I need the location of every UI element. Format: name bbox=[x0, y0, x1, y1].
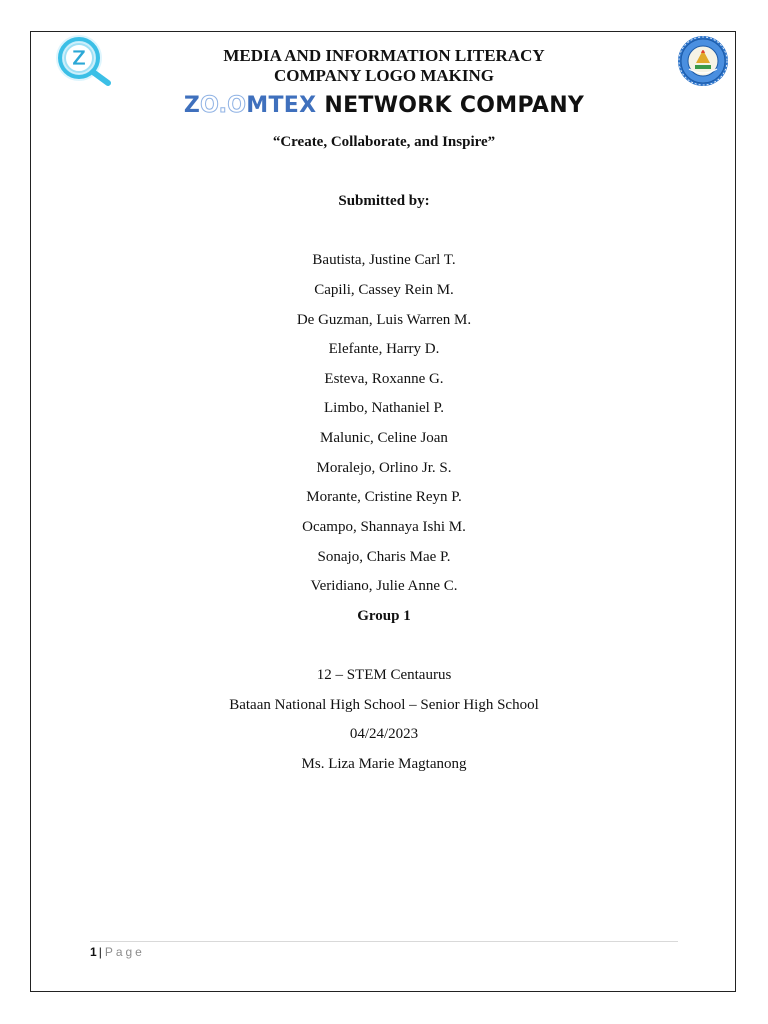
member-name: Malunic, Celine Joan bbox=[320, 430, 448, 446]
submission-date: 04/24/2023 bbox=[349, 726, 419, 742]
footer-divider bbox=[90, 941, 678, 942]
member-name: Esteva, Roxanne G. bbox=[324, 371, 444, 387]
logo-letter: Z bbox=[71, 46, 87, 70]
page-label: Page bbox=[104, 945, 145, 959]
company-name bbox=[0, 92, 768, 120]
member-name: Moralejo, Orlino Jr. S. bbox=[316, 460, 452, 476]
document-title-line-2: COMPANY LOGO MAKING bbox=[273, 66, 495, 85]
page-footer bbox=[90, 944, 145, 960]
company-name-part-2: O.O bbox=[200, 93, 247, 118]
page-border bbox=[30, 31, 736, 992]
member-name: De Guzman, Luis Warren M. bbox=[296, 312, 472, 328]
member-name: Morante, Cristine Reyn P. bbox=[306, 489, 462, 505]
member-name: Bautista, Justine Carl T. bbox=[312, 252, 456, 268]
member-name: Capili, Cassey Rein M. bbox=[314, 282, 454, 298]
school-name: Bataan National High School – Senior High School bbox=[229, 697, 539, 713]
tagline: “Create, Collaborate, and Inspire” bbox=[272, 134, 496, 150]
group-label: Group 1 bbox=[357, 608, 411, 624]
company-name-part-1: Z bbox=[183, 93, 201, 118]
section-label: 12 – STEM Centaurus bbox=[316, 667, 452, 683]
member-name: Veridiano, Julie Anne C. bbox=[310, 578, 458, 594]
page-separator: | bbox=[98, 945, 102, 959]
company-name-part-3: MTEX bbox=[246, 93, 317, 118]
member-name: Elefante, Harry D. bbox=[328, 341, 440, 357]
company-name-part-4: NETWORK COMPANY bbox=[324, 93, 585, 118]
member-name: Ocampo, Shannaya Ishi M. bbox=[302, 519, 466, 535]
member-name: Limbo, Nathaniel P. bbox=[324, 400, 444, 416]
page-number: 1 bbox=[90, 945, 97, 959]
submitted-by-label: Submitted by: bbox=[338, 193, 430, 209]
teacher-name: Ms. Liza Marie Magtanong bbox=[301, 756, 467, 772]
member-name: Sonajo, Charis Mae P. bbox=[317, 549, 451, 565]
document-title-line-1: MEDIA AND INFORMATION LITERACY bbox=[223, 46, 545, 65]
